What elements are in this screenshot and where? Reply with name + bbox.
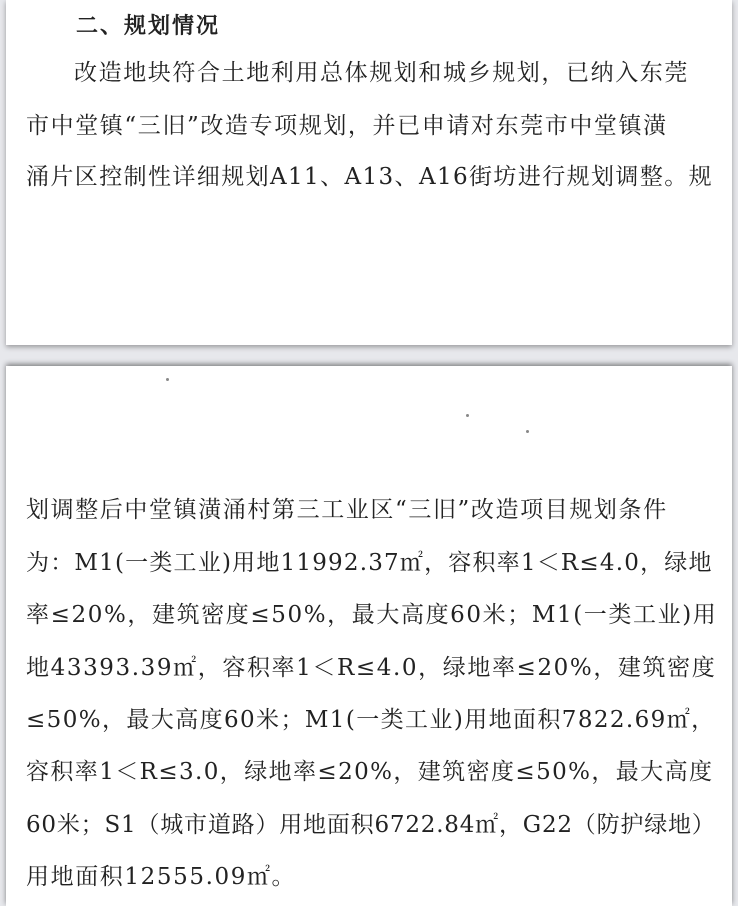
- scan-speck: [166, 378, 169, 381]
- paragraph-line: 率≤20%，建筑密度≤50%，最大高度60米；M1(一类工业)用: [26, 602, 718, 628]
- paragraph-line: 改造地块符合土地利用总体规划和城乡规划，已纳入东莞: [74, 60, 689, 86]
- paragraph-line: ≤50%，最大高度60米；M1(一类工业)用地面积7822.69㎡，: [26, 707, 716, 733]
- paragraph-line: 市中堂镇“三旧”改造专项规划，并已申请对东莞市中堂镇潢: [26, 113, 668, 139]
- paragraph-line: 划调整后中堂镇潢涌村第三工业区“三旧”改造项目规划条件: [26, 497, 668, 523]
- document-page-top: [6, 0, 732, 345]
- paragraph-line: 为：M1(一类工业)用地11992.37㎡，容积率1＜R≤4.0，绿地: [26, 550, 713, 576]
- paragraph-line: 用地面积12555.09㎡。: [26, 864, 297, 890]
- scan-speck: [466, 414, 469, 417]
- section-heading: 二、规划情况: [76, 14, 221, 39]
- paragraph-line: 涌片区控制性详细规划A11、A13、A16街坊进行规划调整。规: [26, 164, 714, 190]
- paragraph-line: 容积率1＜R≤3.0，绿地率≤20%，建筑密度≤50%，最大高度: [26, 759, 714, 785]
- paragraph-line: 60米；S1（城市道路）用地面积6722.84㎡，G22（防护绿地）: [26, 812, 716, 838]
- scan-speck: [526, 430, 529, 433]
- paragraph-line: 地43393.39㎡，容积率1＜R≤4.0，绿地率≤20%，建筑密度: [26, 655, 717, 681]
- document-page-bottom: [6, 366, 732, 906]
